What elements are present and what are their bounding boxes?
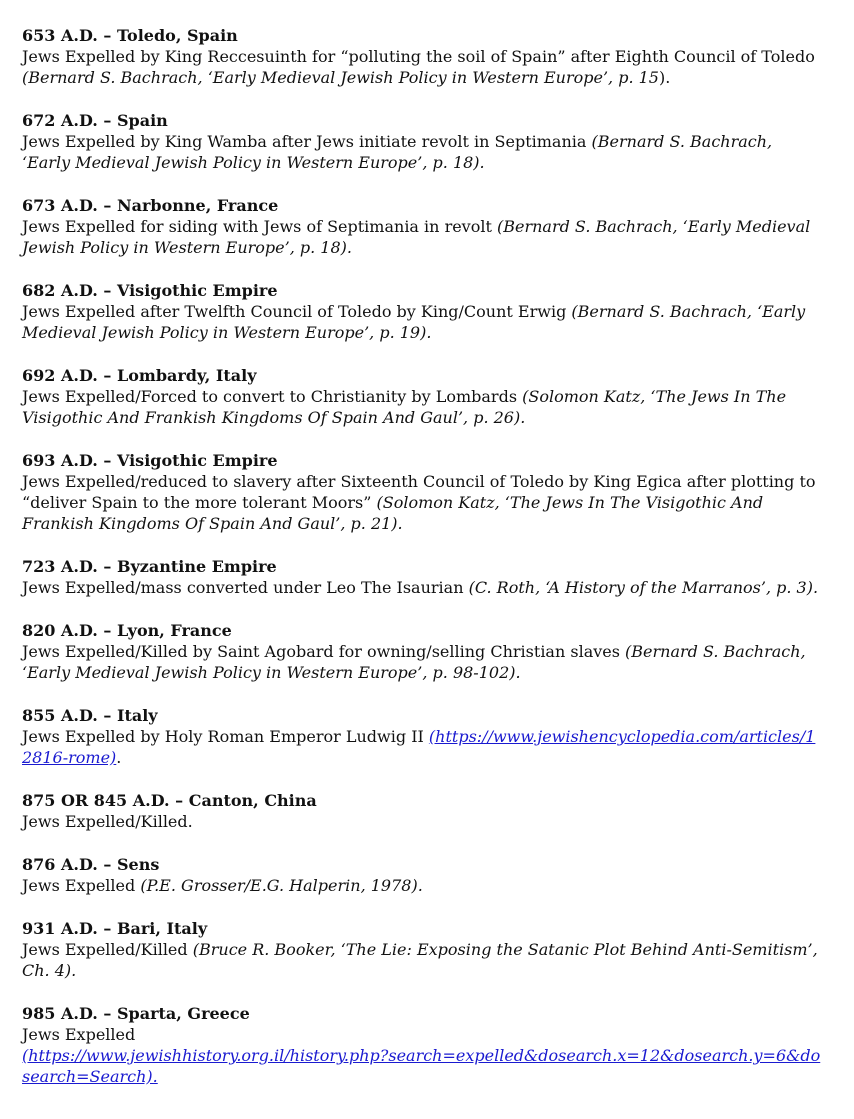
entry-body <box>22 301 824 343</box>
entry-text: Jews Expelled/Forced to convert to Christianity by Lombards <box>22 387 523 406</box>
entry-text: Jews Expelled/Killed by Saint Agobard for owning/selling Christian slaves <box>22 642 626 661</box>
entry-text: Jews Expelled <box>22 876 141 895</box>
entry-text: Jews Expelled for siding with Jews of Septimania in revolt <box>22 217 497 236</box>
entry-title: 820 A.D. – Lyon, France <box>22 621 232 640</box>
entry-punctuation: ). <box>658 68 671 87</box>
timeline-entry <box>22 110 824 173</box>
entry-text: Jews Expelled/reduced to slavery after Sixteenth Council of Toledo by King Egica after plotting to “deliver Spain to the more tolerant Moors” <box>22 472 816 512</box>
entry-citation: (C. Roth, ‘A History of the Marranos’, p. 3). <box>468 578 819 597</box>
entry-title: 682 A.D. – Visigothic Empire <box>22 281 278 300</box>
entry-title: 723 A.D. – Byzantine Empire <box>22 557 277 576</box>
timeline-entry <box>22 620 824 683</box>
entry-punctuation: . <box>116 748 122 767</box>
entry-text: Jews Expelled by King Wamba after Jews initiate revolt in Septimania <box>22 132 592 151</box>
entry-body <box>22 726 824 768</box>
entry-citation: (Solomon Katz, ‘The Jews In The Visigothic And Frankish Kingdoms Of Spain And Gaul’, p. 21). <box>22 493 764 533</box>
timeline-entry <box>22 450 824 534</box>
entry-body <box>22 216 824 258</box>
source-link[interactable]: (https://www.jewishhistory.org.il/history.php?search=expelled&dosearch.x=12&dosearch.y=6&dosearch=Search). <box>22 1046 821 1086</box>
entry-body <box>22 471 824 534</box>
entry-text: Jews Expelled by Holy Roman Emperor Ludwig II <box>22 727 429 746</box>
entry-text: Jews Expelled after Twelfth Council of Toledo by King/Count Erwig <box>22 302 572 321</box>
entry-citation: (Bruce R. Booker, ‘The Lie: Exposing the Satanic Plot Behind Anti-Semitism’, Ch. 4). <box>22 940 818 980</box>
entry-body <box>22 577 824 598</box>
timeline-entry <box>22 365 824 428</box>
entry-text: Jews Expelled/mass converted under Leo The Isaurian <box>22 578 469 597</box>
timeline-entry <box>22 25 824 88</box>
timeline-entry <box>22 918 824 981</box>
entry-title: 931 A.D. – Bari, Italy <box>22 919 208 938</box>
timeline-entry <box>22 1003 824 1087</box>
entry-citation: (Bernard S. Bachrach, ‘Early Medieval Jewish Policy in Western Europe’, p. 18). <box>22 132 773 172</box>
entry-text: Jews Expelled by King Reccesuinth for “polluting the soil of Spain” after Eighth Council of Toledo <box>22 47 815 66</box>
entry-text: Jews Expelled/Killed <box>22 940 193 959</box>
entry-body <box>22 641 824 683</box>
entry-text: Jews Expelled <box>22 1025 136 1044</box>
entry-body <box>22 386 824 428</box>
entry-title: 673 A.D. – Narbonne, France <box>22 196 279 215</box>
entry-body <box>22 1024 824 1087</box>
entry-title: 876 A.D. – Sens <box>22 855 160 874</box>
entry-body <box>22 875 824 896</box>
source-link[interactable]: (https://www.jewishencyclopedia.com/articles/12816-rome) <box>22 727 816 767</box>
entry-citation: (Solomon Katz, ‘The Jews In The Visigothic And Frankish Kingdoms Of Spain And Gaul’, p. 26). <box>22 387 787 427</box>
entry-title: 692 A.D. – Lombardy, Italy <box>22 366 257 385</box>
entry-title: 985 A.D. – Sparta, Greece <box>22 1004 250 1023</box>
timeline-entry <box>22 556 824 598</box>
entry-body <box>22 46 824 88</box>
entry-title: 875 OR 845 A.D. – Canton, China <box>22 791 317 810</box>
entry-text: Jews Expelled/Killed. <box>22 812 193 831</box>
entry-citation: (Bernard S. Bachrach, ‘Early Medieval Jewish Policy in Western Europe’, p. 98-102). <box>22 642 806 682</box>
entry-body <box>22 811 824 832</box>
entry-body <box>22 131 824 173</box>
entry-title: 693 A.D. – Visigothic Empire <box>22 451 278 470</box>
entry-citation: (Bernard S. Bachrach, ‘Early Medieval Jewish Policy in Western Europe’, p. 15 <box>22 68 659 87</box>
timeline-entry <box>22 195 824 258</box>
entry-citation: (Bernard S. Bachrach, ‘Early Medieval Jewish Policy in Western Europe’, p. 18). <box>22 217 811 257</box>
entry-citation: (P.E. Grosser/E.G. Halperin, 1978). <box>140 876 423 895</box>
entry-title: 653 A.D. – Toledo, Spain <box>22 26 238 45</box>
timeline-entry <box>22 705 824 768</box>
timeline-entry <box>22 790 824 832</box>
entry-title: 855 A.D. – Italy <box>22 706 158 725</box>
entry-title: 672 A.D. – Spain <box>22 111 168 130</box>
timeline-entry <box>22 854 824 896</box>
timeline-entry <box>22 280 824 343</box>
entry-citation: (Bernard S. Bachrach, ‘Early Medieval Jewish Policy in Western Europe’, p. 19). <box>22 302 806 342</box>
entry-body <box>22 939 824 981</box>
